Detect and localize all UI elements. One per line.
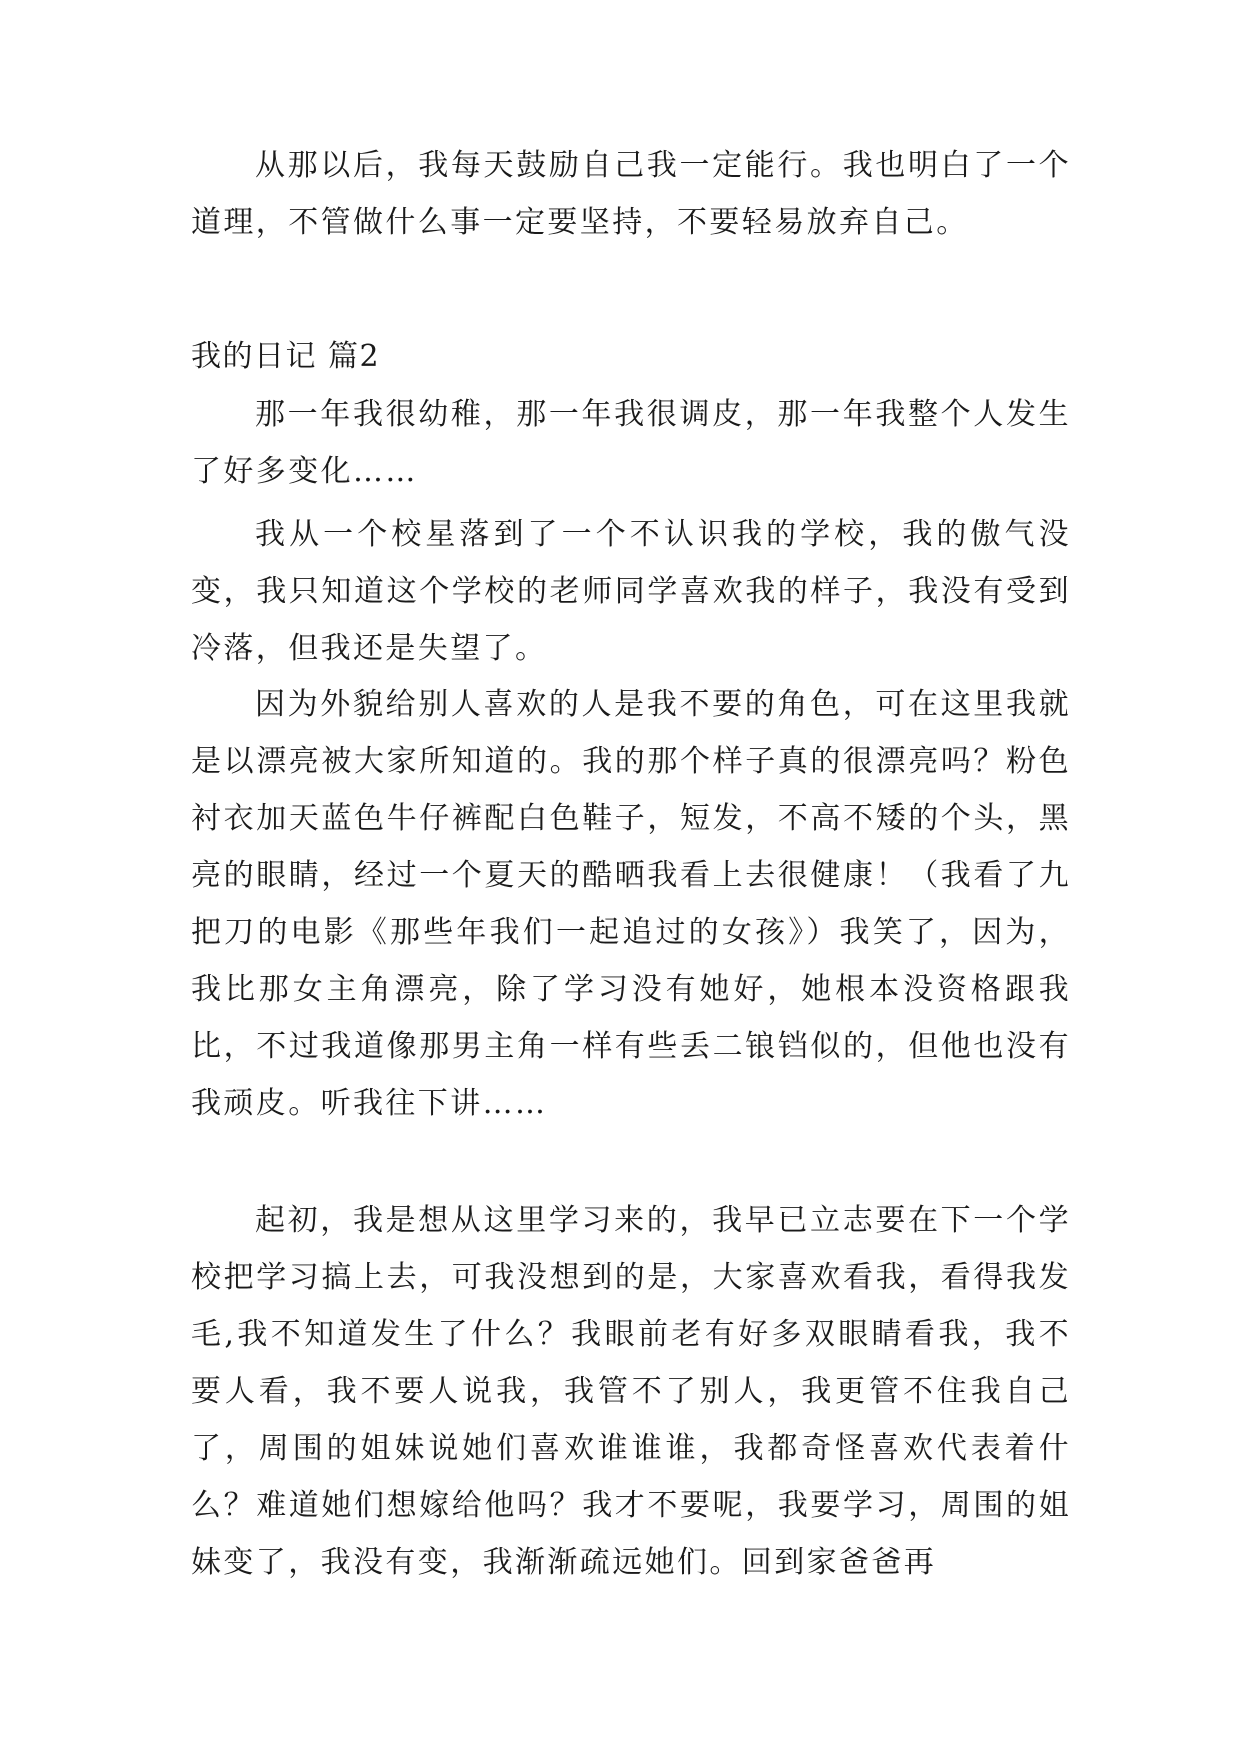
paragraph-2: 那一年我很幼稚，那一年我很调皮，那一年我整个人发生了好多变化…… — [191, 397, 1071, 489]
paragraph-3: 我从一个校星落到了一个不认识我的学校，我的傲气没变，我只知道这个学校的老师同学喜欢我的样子，我没有受到冷落，但我还是失望了。 — [191, 517, 1071, 666]
section-title: 我的日记 篇2 — [191, 339, 381, 374]
paragraph-1: 从那以后，我每天鼓励自己我一定能行。我也明白了一个道理，不管做什么事一定要坚持，不要轻易放弃自己。 — [191, 148, 1071, 240]
paragraph-4: 因为外貌给别人喜欢的人是我不要的角色，可在这里我就是以漂亮被大家所知道的。我的那个样子真的很漂亮吗？粉色衬衣加天蓝色牛仔裤配白色鞋子，短发，不高不矮的个头，黑亮的眼睛，经过一个夏天的酷晒我看上去很健康！（我看了九把刀的电影《那些年我们一起追过的女孩》）我笑了，因为，我比那女主角漂亮，除了学习没有她好，她根本没资格跟我比，不过我道像那男主角一样有些丢二锒铛似的，但他也没有我顽皮。听我往下讲…… — [191, 687, 1071, 1121]
paragraph-5: 起初，我是想从这里学习来的，我早已立志要在下一个学校把学习搞上去，可我没想到的是，大家喜欢看我，看得我发毛,我不知道发生了什么？我眼前老有好多双眼睛看我，我不要人看，我不要人说我，我管不了别人，我更管不住我自己了，周围的姐妹说她们喜欢谁谁谁，我都奇怪喜欢代表着什么？难道她们想嫁给他吗？我才不要呢，我要学习，周围的姐妹变了，我没有变，我渐渐疏远她们。回到家爸爸再 — [191, 1203, 1071, 1580]
